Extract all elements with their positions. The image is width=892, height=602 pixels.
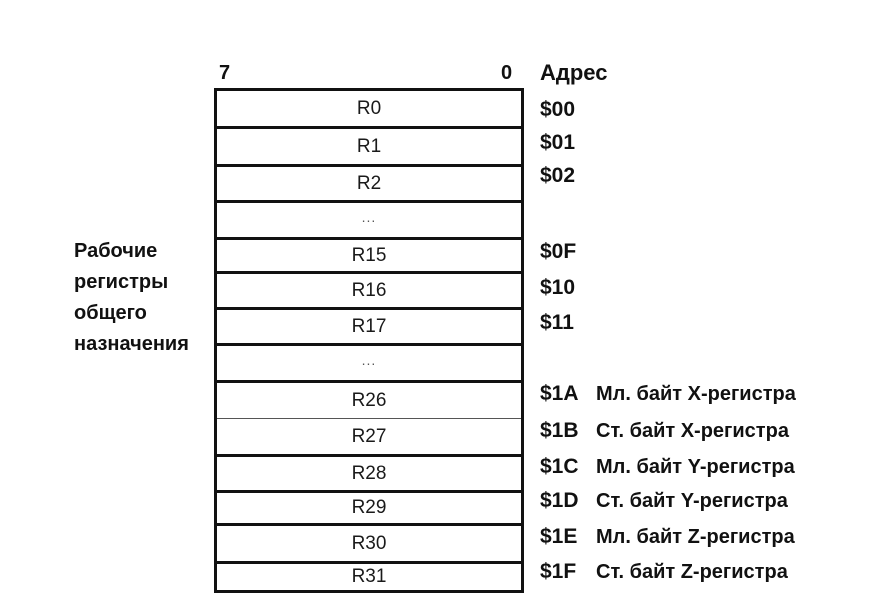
register-name: R17 [351, 315, 387, 337]
register-r2 [217, 167, 521, 200]
side-label-line-2: регистры [74, 271, 169, 293]
register-r28 [217, 457, 521, 490]
register-r31 [217, 564, 521, 590]
register-r26 [217, 383, 521, 418]
register-r16 [217, 274, 521, 307]
register-name: ... [361, 209, 377, 225]
address-r16: $10 [540, 276, 576, 299]
address-r26: $1A [540, 382, 579, 405]
register-name: R16 [351, 279, 387, 301]
register-name: R28 [351, 462, 387, 484]
description-r29: Ст. байт Y-регистра [596, 490, 788, 512]
register-r15 [217, 240, 521, 271]
register-name: R27 [351, 425, 387, 447]
description-r31: Ст. байт Z-регистра [596, 561, 788, 583]
register-name: R26 [351, 389, 387, 411]
address-column-header: Адрес [540, 60, 608, 85]
register-r30 [217, 526, 521, 561]
description-r27: Ст. байт X-регистра [596, 420, 789, 442]
register-r0 [217, 91, 521, 126]
address-r28: $1C [540, 455, 579, 478]
description-r26: Мл. байт X-регистра [596, 383, 796, 405]
register-name: ... [361, 352, 377, 368]
description-r30: Мл. байт Z-регистра [596, 526, 795, 548]
address-r1: $01 [540, 131, 576, 154]
register-name: R1 [356, 135, 382, 157]
address-r0: $00 [540, 98, 576, 121]
description-r28: Мл. байт Y-регистра [596, 456, 795, 478]
address-r31: $1F [540, 560, 577, 583]
address-r29: $1D [540, 489, 579, 512]
register-r27 [217, 419, 521, 454]
register-name: R0 [356, 97, 382, 119]
side-label-line-4: назначения [74, 333, 189, 355]
address-r30: $1E [540, 525, 578, 548]
register-name: R31 [351, 566, 387, 587]
address-r17: $11 [540, 311, 574, 334]
working-registers-label [74, 236, 214, 360]
bit-0-label: 0 [501, 62, 513, 84]
register-name: R29 [351, 497, 387, 518]
register-name: R2 [356, 172, 382, 194]
register-ellipsis-1 [217, 203, 521, 237]
address-r15: $0F [540, 240, 577, 263]
address-r2: $02 [540, 164, 576, 187]
address-r27: $1B [540, 419, 579, 442]
register-name: R30 [351, 532, 387, 554]
register-ellipsis-2 [217, 346, 521, 380]
register-name: R15 [351, 244, 387, 266]
register-file [214, 88, 524, 593]
side-label-line-1: Рабочие [74, 240, 158, 262]
register-r1 [217, 129, 521, 164]
side-label-line-3: общего [74, 302, 147, 324]
bit-7-label: 7 [219, 62, 231, 84]
register-r17 [217, 310, 521, 343]
register-r29 [217, 493, 521, 523]
